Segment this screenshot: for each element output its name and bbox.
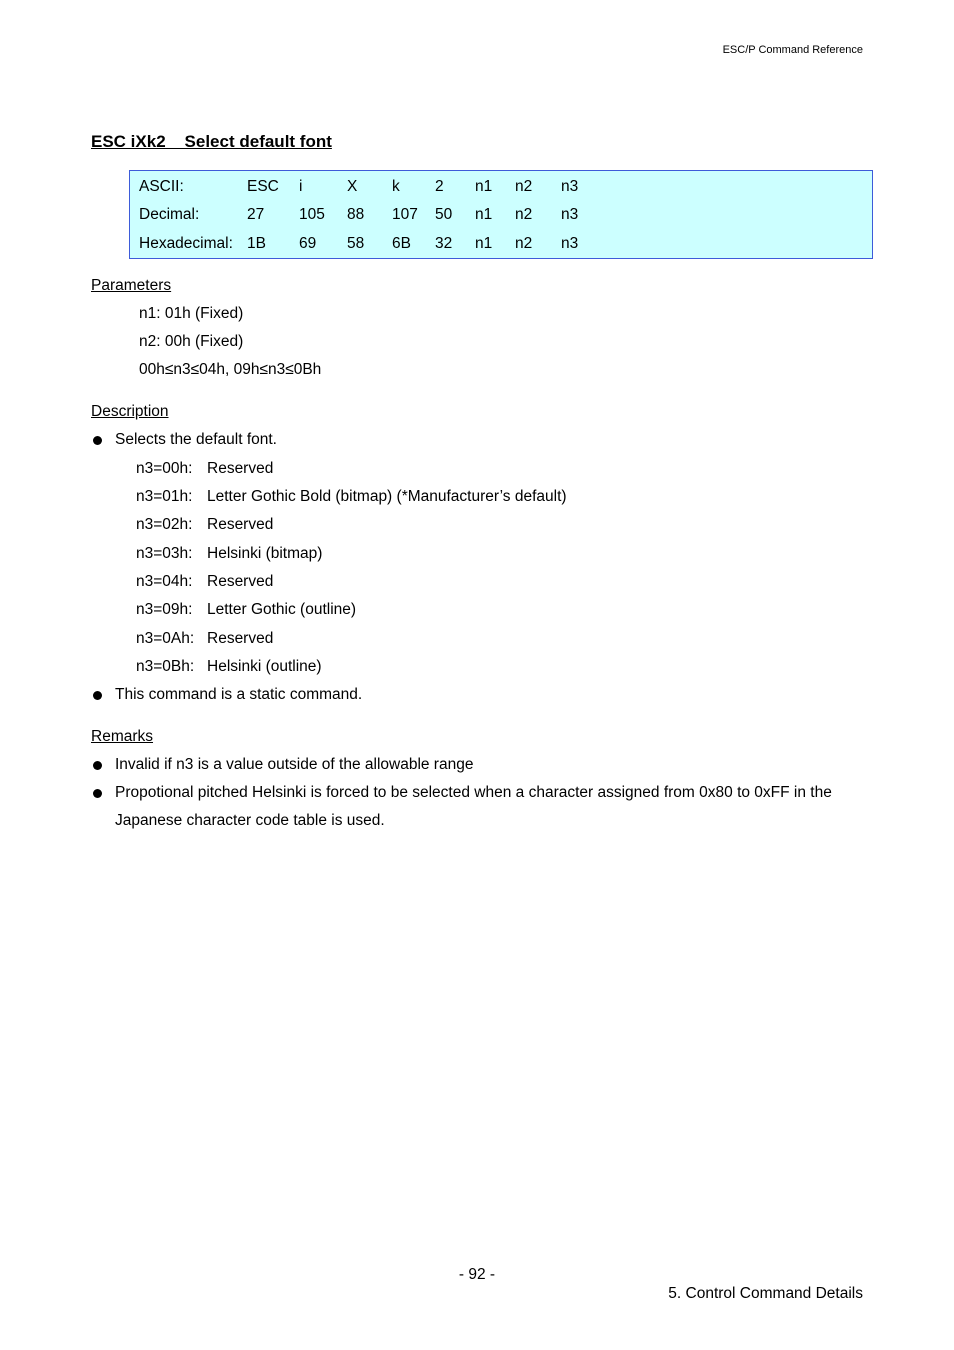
font-code: n3=02h:	[136, 516, 193, 533]
font-name: Letter Gothic (outline)	[207, 601, 357, 618]
cell: n3	[561, 206, 579, 223]
font-code: n3=01h:	[136, 488, 193, 505]
remarks-bullet: Invalid if n3 is a value outside of the allowable range	[115, 756, 474, 773]
description-heading: Description	[91, 403, 169, 420]
remarks-bullet: Propotional pitched Helsinki is forced to be selected when a character assigned from 0x80 to 0xFF in the	[115, 784, 832, 801]
cell: X	[347, 178, 358, 195]
font-code: n3=03h:	[136, 545, 193, 562]
cell: k	[392, 178, 400, 195]
font-name: Reserved	[207, 573, 274, 590]
page-number: - 92 -	[458, 1266, 496, 1283]
description-bullet: This command is a static command.	[115, 686, 363, 703]
cell: 27	[247, 206, 265, 223]
cell: 1B	[247, 235, 266, 252]
cell: n1	[475, 206, 493, 223]
cell: n1	[475, 235, 493, 252]
parameter-line: n1: 01h (Fixed)	[139, 305, 244, 322]
parameter-line: 00h≤n3≤04h, 09h≤n3≤0Bh	[139, 361, 322, 378]
remarks-bullet-continuation: Japanese character code table is used.	[115, 812, 385, 829]
description-bullet: Selects the default font.	[115, 431, 277, 448]
font-name: Letter Gothic Bold (bitmap) (*Manufacturer’s default)	[207, 488, 567, 505]
cell: i	[299, 178, 303, 195]
font-name: Helsinki (bitmap)	[207, 545, 323, 562]
remarks-heading: Remarks	[91, 728, 154, 745]
cell: n2	[515, 206, 533, 223]
cell: n2	[515, 178, 533, 195]
parameters-heading: Parameters	[91, 277, 172, 294]
row-label: Hexadecimal:	[139, 235, 233, 252]
cell: n3	[561, 235, 579, 252]
cell: 50	[435, 206, 453, 223]
cell: 2	[435, 178, 444, 195]
footer-section: 5. Control Command Details	[668, 1285, 863, 1302]
cell: 88	[347, 206, 365, 223]
font-name: Reserved	[207, 630, 274, 647]
font-code: n3=0Bh:	[136, 658, 195, 675]
page-title: ESC iXk2 Select default font	[91, 132, 332, 151]
font-code: n3=04h:	[136, 573, 193, 590]
cell: 69	[299, 235, 317, 252]
cell: 105	[299, 206, 325, 223]
font-code: n3=0Ah:	[136, 630, 195, 647]
font-name: Reserved	[207, 460, 274, 477]
row-label: Decimal:	[139, 206, 200, 223]
parameter-line: n2: 00h (Fixed)	[139, 333, 244, 350]
cell: n1	[475, 178, 493, 195]
cell: 32	[435, 235, 453, 252]
cell: n3	[561, 178, 579, 195]
font-code: n3=00h:	[136, 460, 193, 477]
cell: 6B	[392, 235, 411, 252]
header-reference: ESC/P Command Reference	[722, 44, 863, 56]
row-label: ASCII:	[139, 178, 184, 195]
cell: n2	[515, 235, 533, 252]
cell: ESC	[247, 178, 279, 195]
font-name: Helsinki (outline)	[207, 658, 322, 675]
command-table	[129, 170, 873, 259]
cell: 58	[347, 235, 365, 252]
bullet-icon	[93, 691, 102, 700]
bullet-icon	[93, 761, 102, 770]
font-name: Reserved	[207, 516, 274, 533]
bullet-icon	[93, 789, 102, 798]
font-code: n3=09h:	[136, 601, 193, 618]
cell: 107	[392, 206, 418, 223]
bullet-icon	[93, 436, 102, 445]
